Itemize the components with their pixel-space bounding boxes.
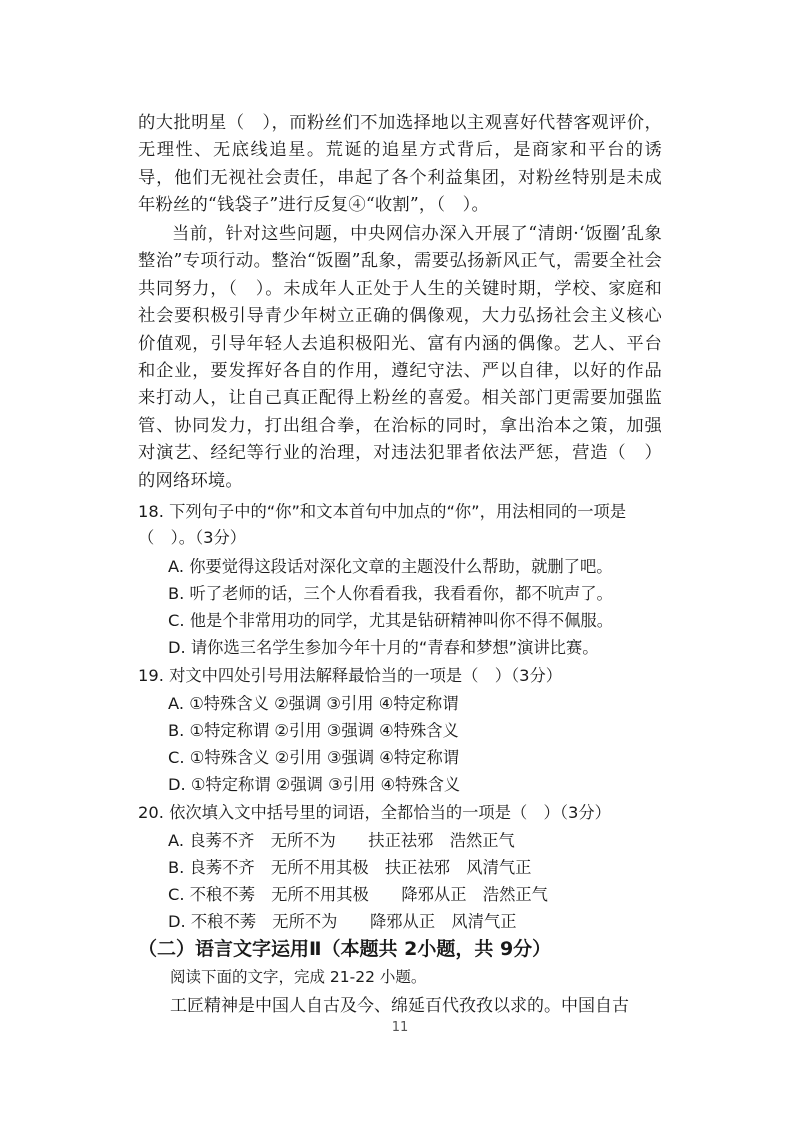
question-19-option-d: D. ①特定称谓 ②强调 ③引用 ④特殊含义 bbox=[168, 775, 461, 794]
question-18-option-b: B. 听了老师的话，三个人你看看我，我看看你，都不吭声了。 bbox=[168, 584, 613, 603]
question-19-stem: 19. 对文中四处引号用法解释最恰当的一项是（ ）（3分） bbox=[138, 666, 563, 685]
question-20-stem: 20. 依次填入文中括号里的词语，全都恰当的一项是（ ）（3分） bbox=[138, 803, 611, 822]
question-18-option-d: D. 请你选三名学生参加今年十月的“青春和梦想”演讲比赛。 bbox=[168, 638, 599, 657]
question-18-option-a: A. 你要觉得这段话对深化文章的主题没什么帮助，就删了吧。 bbox=[168, 557, 613, 576]
question-19-option-a: A. ①特殊含义 ②强调 ③引用 ④特定称谓 bbox=[168, 694, 459, 713]
page-number: 11 bbox=[391, 1020, 409, 1035]
question-20-option-d: D. 不稂不莠 无所不为 降邪从正 风清气正 bbox=[168, 912, 517, 931]
passage-paragraph-1: 的大批明星（ ），而粉丝们不加选择地以主观喜好代替客观评价，无理性、无底线追星。荒诞的追星方式背后，是商家和平台的诱导，他们无视社会责任，串起了各个利益集团，对粉丝特别是未成年粉丝的“钱袋子”进行反复④“收割”，（ ）。 bbox=[138, 113, 662, 216]
passage-paragraph-2: 当前，针对这些问题，中央网信办深入开展了“清朗·‘饭圈’乱象整治”专项行动。整治“饭圈”乱象，需要弘扬新风正气，需要全社会共同努力，（ ）。未成年人正处于人生的关键时期，学校、家庭和社会要积极引导青少年树立正确的偶像观，大力弘扬社会主义核心价值观，引导年轻人去追积极阳光、富有内涵的偶像。艺人、平台和企业，要发挥好各自的作用，遵纪守法、严以自律，以好的作品来打动人，让自己真正配得上粉丝的喜爱。相关部门更需要加强监管、协同发力，打出组合拳，在治标的同时，拿出治本之策，加强对演艺、经纪等行业的治理，对违法犯罪者依法严惩，营造（ ）的网络环境。 bbox=[138, 224, 662, 491]
question-18-stem: 18. 下列句子中的“你”和文本首句中加点的“你”，用法相同的一项是 bbox=[138, 502, 627, 521]
section-heading: （二）语言文字运用Ⅱ（本题共 2小题，共 9分） bbox=[138, 938, 552, 960]
question-18-option-c: C. 他是个非常用功的同学，尤其是钻研精神叫你不得不佩服。 bbox=[168, 611, 614, 630]
question-20-option-a: A. 良莠不齐 无所不为 扶正祛邪 浩然正气 bbox=[168, 831, 515, 850]
question-19-option-c: C. ①特殊含义 ②引用 ③强调 ④特定称谓 bbox=[168, 748, 460, 767]
passage-first-line: 工匠精神是中国人自古及今、绵延百代孜孜以求的。中国自古 bbox=[170, 996, 629, 1016]
section-intro: 阅读下面的文字，完成 21-22 小题。 bbox=[170, 968, 427, 986]
question-20-option-c: C. 不稂不莠 无所不用其极 降邪从正 浩然正气 bbox=[168, 885, 548, 904]
question-18-stem-continued: （ ）。（3分） bbox=[138, 528, 247, 547]
question-20-option-b: B. 良莠不齐 无所不用其极 扶正祛邪 风清气正 bbox=[168, 858, 532, 877]
question-19-option-b: B. ①特定称谓 ②引用 ③强调 ④特殊含义 bbox=[168, 721, 459, 740]
